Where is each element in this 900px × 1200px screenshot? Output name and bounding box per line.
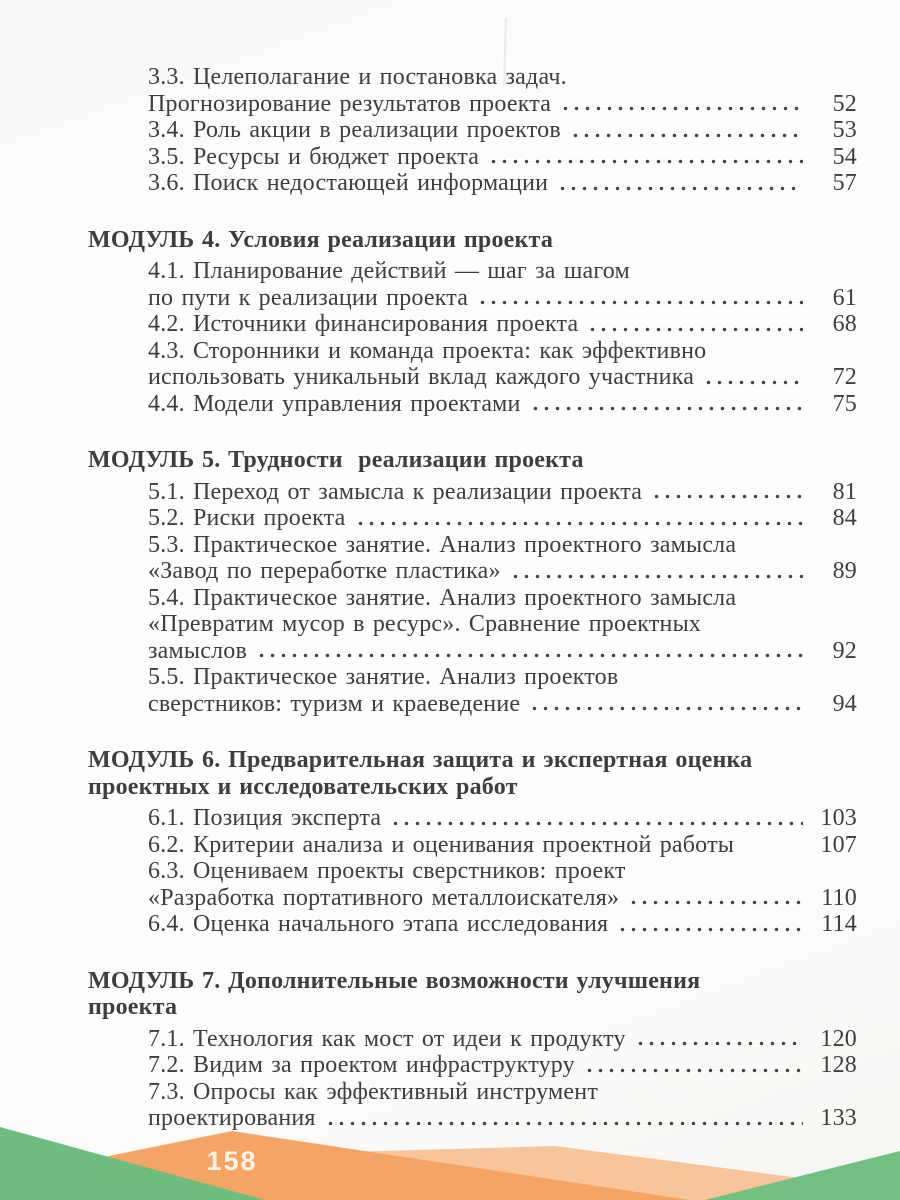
entry-last-line <box>148 364 857 391</box>
entry-line: 3.3. Целеполагание и постановка задач. <box>148 64 567 90</box>
dot-leader <box>530 406 803 411</box>
entry-title: использовать уникальный вклад каждого участника <box>148 364 695 390</box>
toc-entry <box>148 258 857 311</box>
toc-entry <box>148 144 857 171</box>
entry-title: 3.6. Поиск недостающей информации <box>148 170 549 196</box>
dot-leader <box>355 521 803 526</box>
entry-line: 7.3. Опросы как эффективный инструмент <box>148 1078 599 1105</box>
entry-last-line <box>148 832 857 859</box>
entry-line: 5.4. Практическое занятие. Анализ проектного замысла <box>148 584 737 611</box>
dot-leader <box>570 133 803 138</box>
entry-last-line <box>148 144 857 171</box>
entry-page-number: 61 <box>832 284 857 311</box>
module-heading: проектных и исследовательских работ <box>88 773 518 800</box>
entry-line: «Превратим мусор в ресурс». Сравнение проектных <box>148 611 702 637</box>
entry-title: замыслов <box>148 637 248 664</box>
toc-entry <box>148 338 857 391</box>
toc-entry <box>148 391 857 418</box>
entry-page-number: 133 <box>820 1105 857 1131</box>
module-block <box>88 64 857 197</box>
dot-leader <box>529 706 803 711</box>
dot-leader <box>635 1041 803 1046</box>
entry-line: 4.1. Планирование действий — шаг за шагом <box>148 258 630 284</box>
entry-last-line <box>148 479 857 506</box>
module-block <box>88 227 857 418</box>
dot-leader <box>557 186 803 191</box>
module-heading: МОДУЛЬ 6. Предварительная защита и экспертная оценка <box>88 747 753 773</box>
module-heading: МОДУЛЬ 4. Условия реализации проекта <box>88 226 554 253</box>
dot-leader <box>651 494 803 499</box>
entry-title: Прогнозирование результатов проекта <box>148 90 552 117</box>
entry-title: 6.1. Позиция эксперта <box>148 805 382 831</box>
entry-page-number: 81 <box>832 478 857 505</box>
entry-page-number: 110 <box>821 884 857 911</box>
dot-leader <box>256 653 803 658</box>
entry-last-line <box>148 885 857 912</box>
toc-entry <box>148 64 857 117</box>
entry-line: 5.5. Практическое занятие. Анализ проектов <box>148 664 619 690</box>
entry-title: проектирования <box>148 1105 316 1131</box>
entry-title: по пути к реализации проекта <box>148 284 469 311</box>
entry-line: 4.3. Сторонники и команда проекта: как эффективно <box>148 337 707 364</box>
toc-entry <box>148 832 857 859</box>
entry-page-number: 94 <box>832 690 857 717</box>
toc-entry <box>148 858 857 911</box>
dot-leader <box>488 159 803 164</box>
entry-page-number: 53 <box>832 117 857 143</box>
entry-last-line <box>148 391 857 418</box>
module-heading: МОДУЛЬ 7. Дополнительные возможности улучшения <box>88 967 701 994</box>
toc-entry <box>148 805 857 832</box>
entry-page-number: 92 <box>832 637 857 664</box>
entry-title: 3.5. Ресурсы и бюджет проекта <box>148 143 480 170</box>
entry-last-line <box>148 1026 857 1053</box>
entry-last-line <box>148 805 857 832</box>
entry-last-line <box>148 558 857 585</box>
dot-leader <box>587 327 803 332</box>
entry-last-line <box>148 117 857 144</box>
entry-title: 4.2. Источники финансирования проекта <box>148 311 579 337</box>
toc-entry <box>148 585 857 665</box>
table-of-contents <box>88 64 857 1132</box>
entry-title: 6.4. Оценка начального этапа исследования <box>148 911 609 937</box>
module-block <box>88 747 857 938</box>
entry-line: 6.3. Оцениваем проекты сверстников: проект <box>148 858 626 884</box>
toc-entry <box>148 1026 857 1053</box>
entry-title: 7.2. Видим за проектом инфраструктуру <box>148 1052 575 1078</box>
page-number: 158 <box>206 1146 258 1176</box>
entry-title: сверстников: туризм и краеведение <box>148 690 521 717</box>
module-heading: МОДУЛЬ 5. Трудности реализации проекта <box>88 447 584 473</box>
entry-page-number: 89 <box>832 558 857 584</box>
dot-leader <box>703 380 803 385</box>
entry-last-line <box>148 638 857 665</box>
entry-page-number: 84 <box>832 505 857 531</box>
entry-page-number: 120 <box>820 1025 857 1052</box>
toc-entry <box>148 311 857 338</box>
footer-decoration <box>0 1100 900 1200</box>
dot-leader <box>477 300 803 305</box>
entry-page-number: 52 <box>832 90 857 117</box>
entry-page-number: 107 <box>820 831 857 858</box>
entry-title: «Завод по переработке пластика» <box>148 558 501 584</box>
entry-page-number: 57 <box>832 170 857 196</box>
toc-entry <box>148 117 857 144</box>
entry-line: 5.3. Практическое занятие. Анализ проектного замысла <box>148 531 737 558</box>
toc-entry <box>148 505 857 532</box>
entry-page-number: 103 <box>820 805 857 831</box>
entry-title: 5.1. Переход от замысла к реализации проекта <box>148 478 643 505</box>
toc-entry <box>148 1052 857 1079</box>
dot-leader <box>743 847 803 852</box>
entry-last-line <box>148 170 857 197</box>
entry-last-line <box>148 691 857 718</box>
entry-last-line <box>148 311 857 338</box>
dot-leader <box>560 106 803 111</box>
module-block <box>88 447 857 717</box>
entry-title: 6.2. Критерии анализа и оценивания проектной работы <box>148 831 735 858</box>
toc-entry <box>148 170 857 197</box>
entry-page-number: 114 <box>821 911 857 937</box>
entry-last-line <box>148 911 857 938</box>
dot-leader <box>617 927 803 932</box>
entry-page-number: 72 <box>832 364 857 390</box>
entry-last-line <box>148 91 857 118</box>
entry-page-number: 128 <box>820 1052 857 1078</box>
entry-page-number: 75 <box>832 390 857 417</box>
dot-leader <box>390 821 803 826</box>
dot-leader <box>584 1068 803 1073</box>
entry-last-line <box>148 505 857 532</box>
entry-title: 3.4. Роль акции в реализации проектов <box>148 117 561 143</box>
entry-title: 5.2. Риски проекта <box>148 505 346 531</box>
entry-title: «Разработка портативного металлоискателя» <box>148 884 620 911</box>
module-heading: проекта <box>88 994 178 1020</box>
toc-entry <box>148 911 857 938</box>
toc-entry <box>148 532 857 585</box>
entry-page-number: 68 <box>832 311 857 337</box>
dot-leader <box>510 574 803 579</box>
entry-page-number: 54 <box>832 143 857 170</box>
toc-entry <box>148 664 857 717</box>
dot-leader <box>628 900 803 905</box>
entry-title: 7.1. Технология как мост от идеи к продукту <box>148 1025 626 1052</box>
toc-entry <box>148 479 857 506</box>
entry-title: 4.4. Модели управления проектами <box>148 390 521 417</box>
entry-last-line <box>148 285 857 312</box>
entry-last-line <box>148 1052 857 1079</box>
